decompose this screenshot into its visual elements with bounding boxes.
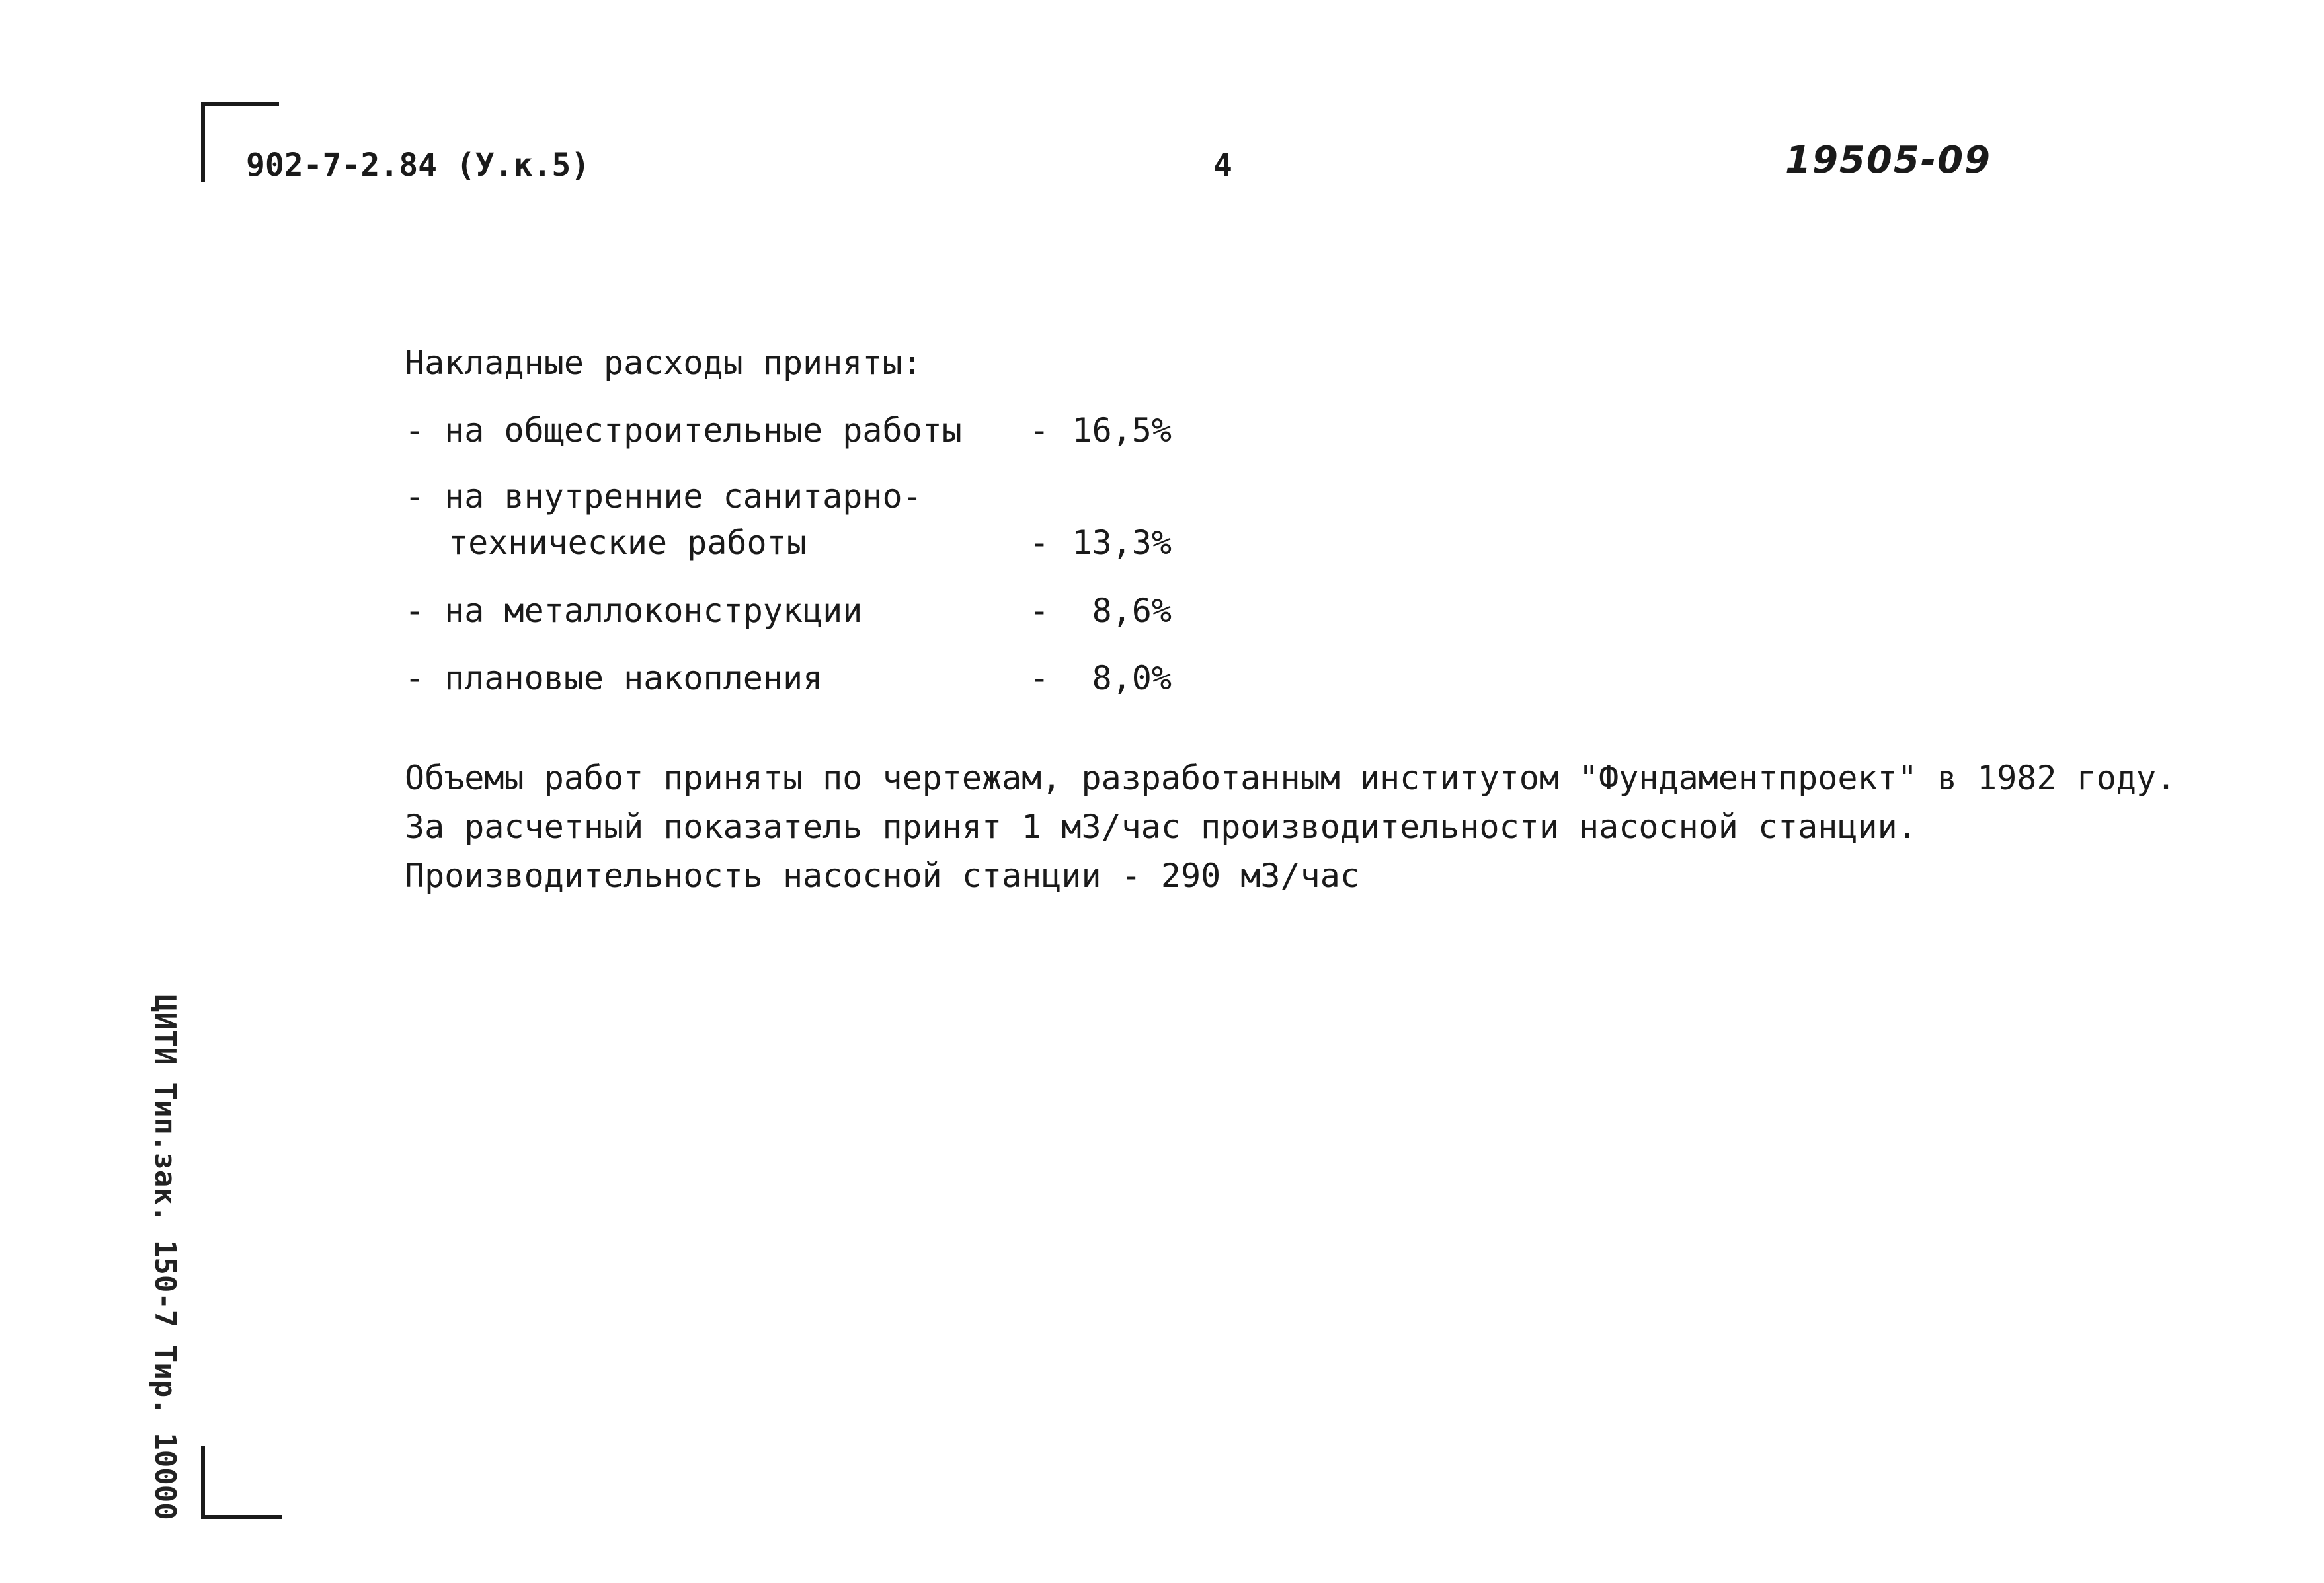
rate-dash: - (1029, 659, 1050, 697)
rate-label: - на металлоконструкции (405, 592, 863, 630)
scope-paragraph-line-2: За расчетный показатель принят 1 м3/час производительности насосной станции. (405, 808, 1917, 846)
corner-mark-top-left-horizontal (201, 102, 279, 106)
rate-value: 13,3% (1072, 523, 1172, 562)
rate-row-metal-structures (405, 592, 1172, 631)
rate-value: 8,6% (1092, 592, 1172, 630)
rate-label-line2: технические работы (448, 523, 807, 562)
rate-row-planned-savings (405, 659, 1172, 699)
rate-dash: - (1029, 411, 1050, 449)
rate-dash: - (1029, 592, 1050, 630)
archive-number: 19505-09 (1785, 139, 1991, 182)
rate-value: 16,5% (1072, 411, 1172, 449)
scope-paragraph-line-3: Производительность насосной станции - 290 м3/час (405, 857, 1360, 895)
overhead-heading: Накладные расходы приняты: (405, 344, 922, 382)
print-imprint: ЦИТИ Тип.зак. 150-7 Тир. 10000 (148, 995, 182, 1520)
scope-paragraph-line-1: Объемы работ приняты по чертежам, разработанным институтом "Фундаментпроект" в 1982 году. (405, 759, 2177, 797)
rate-label: - плановые накопления (405, 659, 823, 697)
rate-row-sanitary-technical (405, 477, 1172, 570)
page-number: 4 (1213, 147, 1232, 184)
rate-row-general-construction (405, 411, 1172, 451)
corner-mark-top-left-vertical (201, 102, 205, 182)
rate-label: - на общестроительные работы (405, 411, 962, 449)
corner-mark-bottom-left-vertical (201, 1446, 205, 1519)
document-code: 902-7-2.84 (У.к.5) (246, 147, 590, 184)
rate-value: 8,0% (1092, 659, 1172, 697)
rate-dash: - (1029, 523, 1050, 562)
corner-mark-bottom-left-horizontal (201, 1515, 282, 1519)
rate-label-line1: - на внутренние санитарно- (405, 477, 922, 516)
